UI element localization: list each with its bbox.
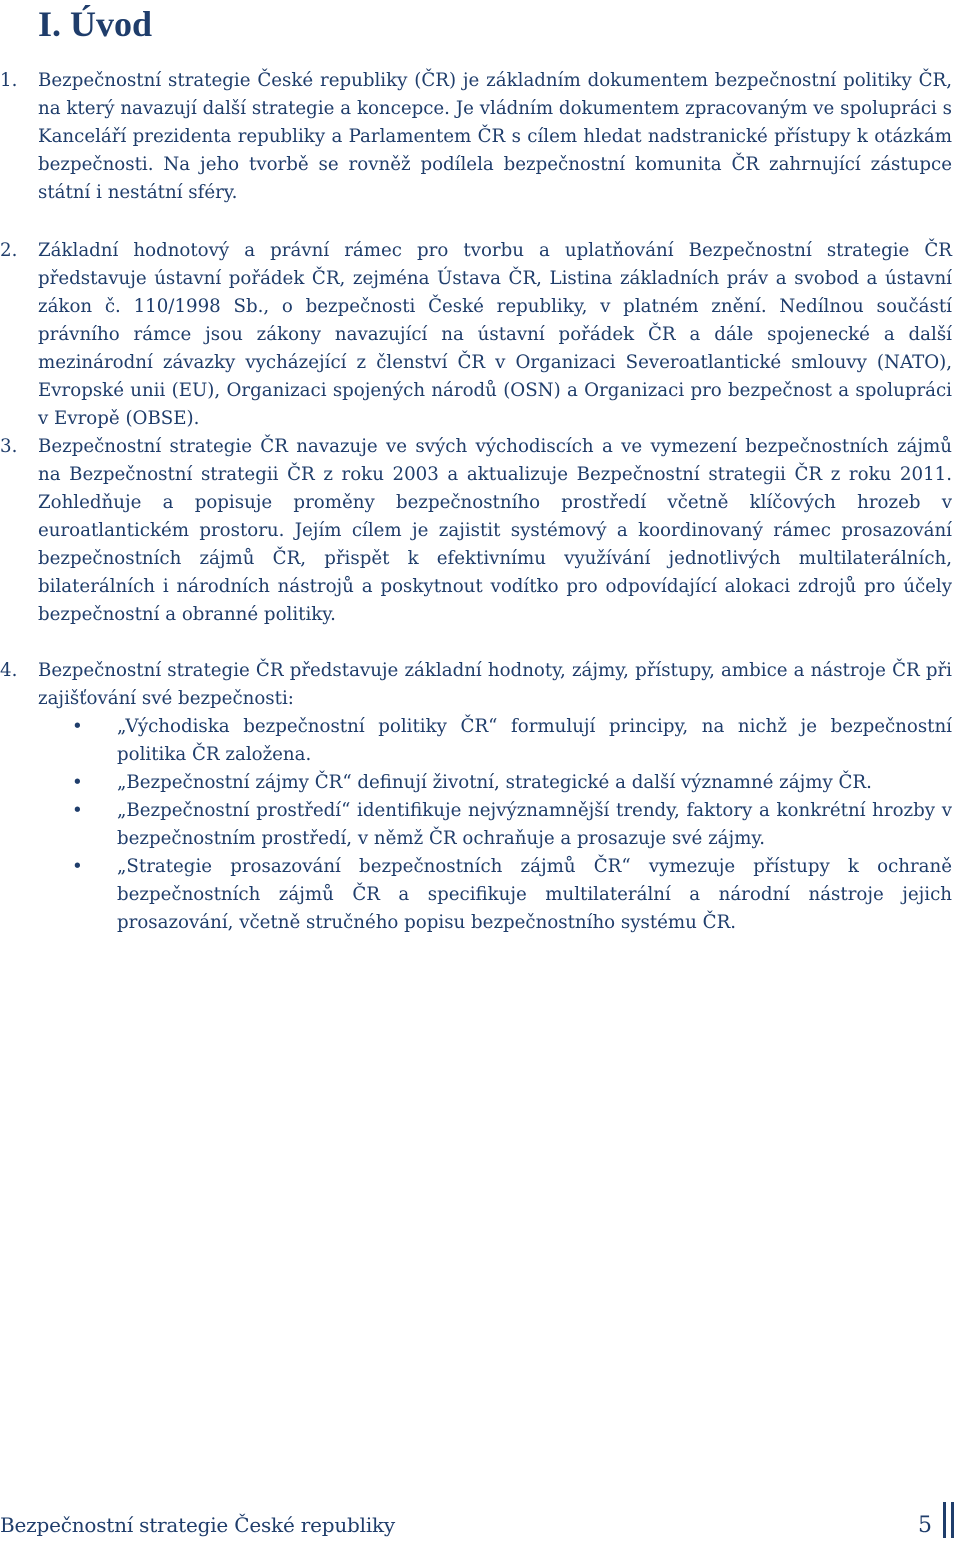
bullet-icon: • <box>72 716 83 737</box>
list-item-text: „Bezpečnostní prostředí“ identifikuje nejvýznamnější trendy, faktory a konkrétní hrozby v bezpečnostním prostředí, v němž ČR ochraňuje a prosazuje své zájmy. <box>117 800 952 849</box>
list-item-text: „Východiska bezpečnostní politiky ČR“ formulují principy, na nichž je bezpečnostní politika ČR založena. <box>117 716 952 765</box>
footer-document-title: Bezpečnostní strategie České republiky <box>0 1513 396 1537</box>
list-item <box>38 853 952 937</box>
list-item <box>38 769 952 797</box>
bullet-icon: • <box>72 772 83 793</box>
list-item-text: „Bezpečnostní zájmy ČR“ definují životní, strategické a další významné zájmy ČR. <box>117 772 872 793</box>
section-heading: I. Úvod <box>38 4 153 44</box>
footer-divider <box>951 1502 954 1538</box>
paragraph-4 <box>0 657 952 937</box>
paragraph-text: Základní hodnotový a právní rámec pro tvorbu a uplatňování Bezpečnostní strategie ČR představuje ústavní pořádek ČR, zejména Ústava ČR, Listina základních práv a svobod a ústavní zákon č. 110/1998 Sb., o bezpečnosti České republiky, v platném znění. Nedílnou součástí právního rámce jsou zákony navazující na ústavní pořádek ČR a dále spojenecké a další mezinárodní závazky vycházející z členství ČR v Organizaci Severoatlantické smlouvy (NATO), Evropské unii (EU), Organizaci spojených národů (OSN) a Organizaci pro bezpečnost a spolupráci v Evropě (OBSE). <box>38 240 952 429</box>
bullet-list <box>38 713 952 937</box>
paragraph-text: Bezpečnostní strategie ČR navazuje ve svých východiscích a ve vymezení bezpečnostních zájmů na Bezpečnostní strategii ČR z roku 2003 a aktualizuje Bezpečnostní strategii ČR z roku 2011. Zohledňuje a popisuje proměny bezpečnostního prostředí včetně klíčových hrozeb v euroatlantickém prostoru. Jejím cílem je zajistit systémový a koordinovaný rámec prosazování bezpečnostních zájmů ČR, přispět k efektivnímu využívání jednotlivých multilaterálních, bilaterálních i národních nástrojů a poskytnout vodítko pro odpovídající alokaci zdrojů pro účely bezpečnostní a obranné politiky. <box>38 436 952 625</box>
footer-divider <box>943 1502 946 1538</box>
paragraph-text: Bezpečnostní strategie České republiky (ČR) je základním dokumentem bezpečnostní politiky ČR, na který navazují další strategie a koncepce. Je vládním dokumentem zpracovaným ve spolupráci s Kanceláří prezidenta republiky a Parlamentem ČR s cílem hledat nadstranické přístupy k otázkám bezpečnosti. Na jeho tvorbě se rovněž podílela bezpečnostní komunita ČR zahrnující zástupce státní i nestátní sféry. <box>38 70 952 203</box>
paragraph-text: Bezpečnostní strategie ČR představuje základní hodnoty, zájmy, přístupy, ambice a nástroje ČR při zajišťování své bezpečnosti: <box>38 660 952 709</box>
bullet-icon: • <box>72 856 83 877</box>
paragraph-number: 2. <box>0 240 18 261</box>
paragraph-number: 1. <box>0 70 18 91</box>
paragraph-3 <box>0 433 952 629</box>
list-item <box>38 713 952 769</box>
paragraph-number: 4. <box>0 660 18 681</box>
paragraph-number: 3. <box>0 436 18 457</box>
list-item-text: „Strategie prosazování bezpečnostních zájmů ČR“ vymezuje přístupy k ochraně bezpečnostních zájmů ČR a specifikuje multilaterální a národní nástroje jejich prosazování, včetně stručného popisu bezpečnostního systému ČR. <box>117 856 952 933</box>
paragraph-1 <box>0 67 952 207</box>
page-number: 5 <box>918 1513 932 1538</box>
paragraph-2 <box>0 237 952 433</box>
bullet-icon: • <box>72 800 83 821</box>
list-item <box>38 797 952 853</box>
